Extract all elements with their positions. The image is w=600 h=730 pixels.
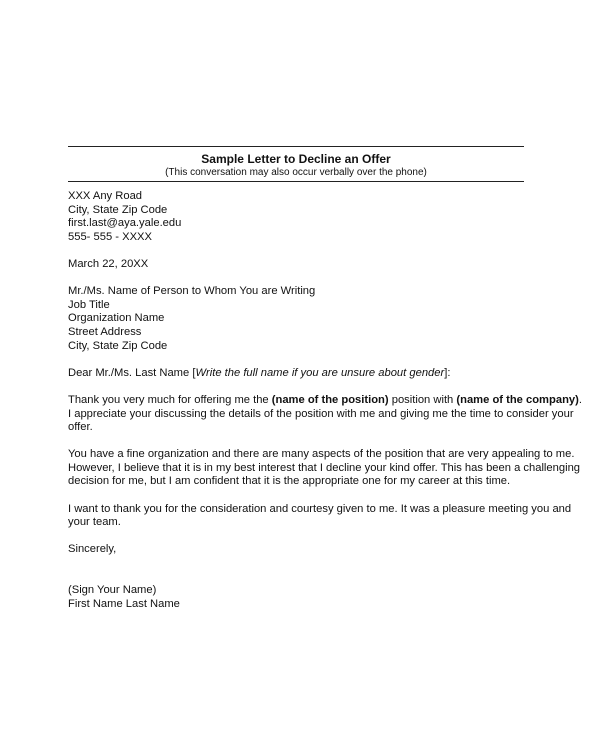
paragraph-gratitude-line2: your team. <box>68 516 121 529</box>
letter-date: March 22, 20XX <box>68 257 149 270</box>
closing: Sincerely, <box>68 543 117 556</box>
paragraph-thanks <box>68 393 582 435</box>
signature-block <box>68 584 538 611</box>
text-run: Thank you very much for offering me the <box>68 393 272 406</box>
paragraph-decline-line2: However, I believe that it is in my best interest that I decline your kind offer. This has been a challenging <box>68 461 581 474</box>
recipient-organization: Organization Name <box>68 312 165 325</box>
paragraph-decline-line3: decision for me, but I am confident that it is the appropriate one for my career at this time. <box>68 475 511 488</box>
text-run: position with <box>388 393 457 406</box>
signature-note: (Sign Your Name) <box>68 584 157 597</box>
text-run: . <box>578 393 582 406</box>
bottom-divider <box>68 181 524 182</box>
paragraph-decline <box>68 448 581 489</box>
sender-city: City, State Zip Code <box>68 203 168 216</box>
paragraph-gratitude-line1: I want to thank you for the consideration and courtesy given to me. It was a pleasure meeting you and <box>68 502 572 515</box>
paragraph-thanks-line3: offer. <box>68 421 93 434</box>
sender-address <box>68 190 538 244</box>
paragraph-gratitude <box>68 502 572 530</box>
sender-email: first.last@aya.yale.edu <box>68 217 182 230</box>
salutation-note: Write the full name if you are unsure about gender <box>195 366 445 379</box>
signature-name: First Name Last Name <box>68 597 180 610</box>
top-divider <box>68 146 524 147</box>
letter-body <box>68 190 582 611</box>
letter-subtitle: (This conversation may also occur verbally over the phone) <box>165 167 427 178</box>
recipient-address <box>68 285 538 353</box>
company-placeholder: (name of the company) <box>456 393 579 406</box>
recipient-city: City, State Zip Code <box>68 339 168 352</box>
sender-street: XXX Any Road <box>68 190 143 202</box>
letter-heading <box>68 152 524 179</box>
recipient-name: Mr./Ms. Name of Person to Whom You are Writing <box>68 285 316 298</box>
recipient-job-title: Job Title <box>68 298 110 311</box>
letter-title: Sample Letter to Decline an Offer <box>201 152 391 166</box>
paragraph-decline-line1: You have a fine organization and there are many aspects of the position that are very appealing to me. <box>68 448 575 461</box>
salutation-prefix: Dear Mr./Ms. Last Name [ <box>68 366 196 379</box>
position-placeholder: (name of the position) <box>271 393 389 406</box>
paragraph-thanks-line2: I appreciate your discussing the details of the position with me and giving me the time to consider your <box>68 407 574 420</box>
salutation-suffix: ]: <box>444 366 451 379</box>
recipient-street: Street Address <box>68 325 142 338</box>
salutation <box>68 367 538 381</box>
sender-phone: 555- 555 - XXXX <box>68 230 152 243</box>
paragraph-thanks-line1 <box>68 393 582 408</box>
